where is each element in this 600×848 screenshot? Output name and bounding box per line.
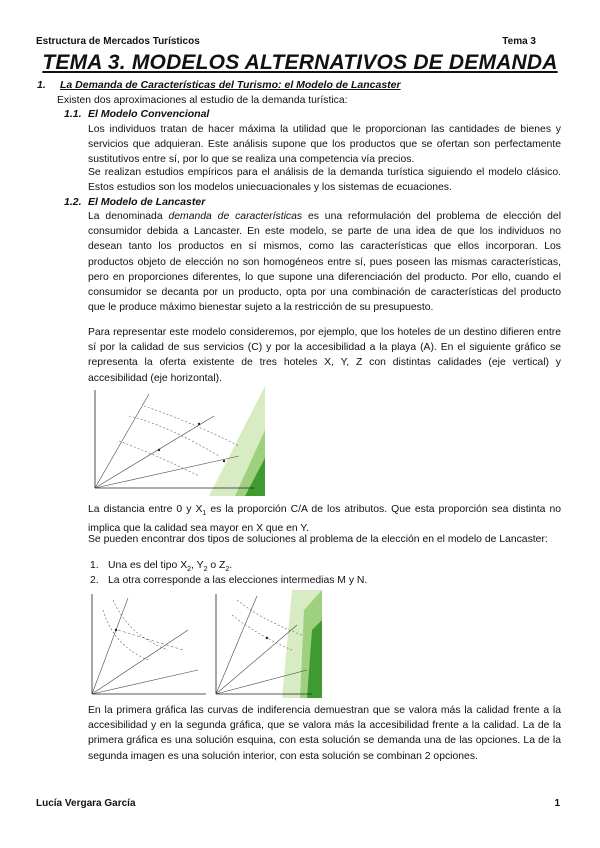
- list-item-2: [90, 575, 367, 586]
- p3-start: La distancia entre 0 y X: [88, 504, 203, 515]
- footer-author: Lucía Vergara García: [36, 798, 136, 809]
- figure-hotel-offer-graphic: [89, 386, 265, 496]
- paragraph-lancaster-1: [88, 209, 561, 315]
- p1-start: La denominada: [88, 211, 169, 222]
- subsection-1-2-number: 1.2.: [64, 196, 82, 208]
- list-item-2-text: La otra corresponde a las elecciones intermedias M y N.: [108, 575, 368, 586]
- list-item-1-number: 1.: [90, 560, 99, 571]
- paragraph-conventional-2: Se realizan estudios empíricos para el análisis de la demanda turística siguiendo el modelo clásico. Estos estudios son los modelos uniecuacionales y los sistemas de ecuaciones.: [88, 167, 561, 194]
- page-title: TEMA 3. MODELOS ALTERNATIVOS DE DEMANDA: [42, 51, 558, 74]
- list-item-1-text-a: Una es del tipo X: [108, 560, 188, 571]
- subsection-1-2-title: El Modelo de Lancaster: [88, 196, 206, 208]
- list-item-1-sub-3: 2: [225, 566, 230, 574]
- paragraph-lancaster-5: En la primera gráfica las curvas de indiferencia demuestran que se valora más la calidad frente a la accesibilidad y en la segunda gráfica, que se valora más la accesibilidad frente a la calidad. La de la primera gráfica es una solución esquina, con esta solución se demanda una de las opciones. La de la segunda imagen es una solución interior, con esta solución se combinan 2 opciones.: [88, 705, 561, 762]
- intro-text: Existen dos aproximaciones al estudio de la demanda turística:: [57, 95, 348, 106]
- header-right: Tema 3: [502, 36, 536, 47]
- list-item-1-sub-2: 2: [203, 566, 208, 574]
- p3-rest: es la proporción C/A de los atributos. Que esta proporción sea distinta no implica que la calidad sea mayor en X que en Y.: [88, 504, 561, 535]
- list-item-1-sub-1: 2: [187, 566, 192, 574]
- paragraph-lancaster-4: Se pueden encontrar dos tipos de soluciones al problema de la elección en el modelo de Lancaster:: [88, 534, 548, 545]
- section-1-title: La Demanda de Características del Turismo: el Modelo de Lancaster: [60, 79, 401, 91]
- figure-interior-solution-graphic: [212, 590, 322, 698]
- figure-corner-solution: [88, 590, 208, 698]
- section-1-number: 1.: [37, 79, 46, 91]
- p1-emphasis: demanda de características: [168, 211, 303, 222]
- paragraph-lancaster-2: Para representar este modelo consideremos, por ejemplo, que los hoteles de un destino difieren entre sí por la calidad de sus servicios (C) y por la accesibilidad a la playa (A). En el siguiente gráfico se representa la oferta existente de tres hoteles X, Y, Z con distintas calidades (eje vertical) y accesibilidad (eje horizontal).: [88, 327, 561, 384]
- list-item-1-text-c: o Z: [207, 560, 226, 571]
- footer-page-number: 1: [554, 798, 560, 809]
- subsection-1-1-title: El Modelo Convencional: [88, 108, 210, 120]
- list-item-1: [90, 560, 232, 573]
- p3-subscript: 1: [202, 510, 207, 518]
- p1-rest: es una reformulación del problema de elección del consumidor debida a Lancaster. En este modelo, se parte de una idea de que los individuos no desean tanto los productos en sí mismos, como las características que ellos incorporan. Los productos objeto de elección no son homogéneos entre sí, pues poseen las mismas características, pero en proporciones diferentes, lo que supone una diferenciación del producto. Por ello, cuando el consumidor se decanta por un producto, opta por una combinación de características del producto que le produce máximo bienestar sujeto a la restricción de su presupuesto.: [88, 211, 561, 314]
- list-item-1-text-d: .: [229, 560, 233, 571]
- subsection-1-2-heading: [64, 196, 205, 208]
- section-1-heading: [37, 79, 401, 91]
- subsection-1-1-heading: [64, 108, 209, 120]
- header-left: Estructura de Mercados Turísticos: [36, 36, 200, 47]
- figure-interior-solution: [212, 590, 322, 698]
- subsection-1-1-number: 1.1.: [64, 108, 82, 120]
- paragraph-conventional-1: Los individuos tratan de hacer máxima la utilidad que le proporcionan las cantidades de bienes y servicios que adquieran. Este análisis supone que los productos que se ofertan son perfectamente sustitutivos entre sí, por lo que se realiza una competencia vía precios.: [88, 124, 561, 166]
- list-item-1-text-b: , Y: [191, 560, 204, 571]
- list-item-2-number: 2.: [90, 575, 99, 586]
- figure-hotel-offer: [89, 386, 265, 496]
- figure-corner-solution-graphic: [88, 590, 208, 698]
